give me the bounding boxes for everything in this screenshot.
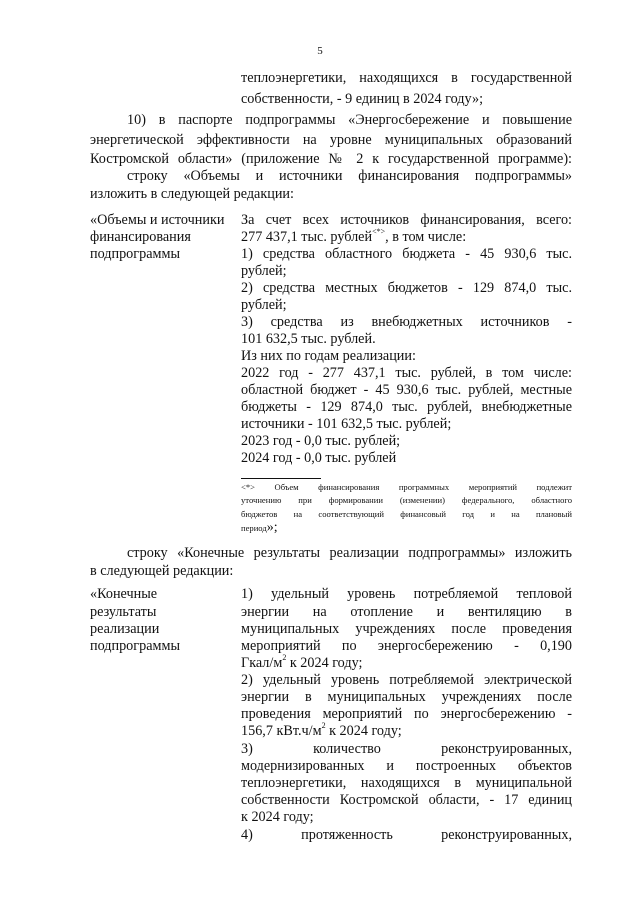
footnote: [241, 481, 572, 536]
text-line: энергетической эффективности на уровне муниципальных образований: [90, 132, 572, 148]
table-right-line: источники - 101 632,5 тыс. рублей;: [241, 416, 452, 432]
table-right-line: 3) количество реконструированных,: [241, 741, 572, 757]
table-right-line: муниципальных учреждениях после проведения: [241, 621, 572, 637]
table-right-line: к 2024 году;: [241, 809, 314, 825]
table-right-line: 1) удельный уровень потребляемой тепловой: [241, 586, 572, 602]
table-right-line: 277 437,1 тыс. рублей<*>, в том числе:: [241, 227, 467, 245]
table-right-line: 3) средства из внебюджетных источников -: [241, 314, 572, 330]
table-left-cell: «Конечные: [90, 586, 158, 602]
table-right-line: 1) средства областного бюджета - 45 930,6 тыс.: [241, 246, 572, 262]
page-number: 5: [317, 45, 323, 57]
footnote-line: уточнению при формировании (изменении) федерального, областного: [241, 495, 572, 506]
table-right-line: Гкал/$м^2$ к 2024 году;: [241, 653, 363, 671]
table-right-line: 4) протяженность реконструированных,: [241, 827, 572, 843]
text-line: Костромской области» (приложение № 2 к государственной программе):: [90, 151, 572, 167]
table-right-line: 2024 год - 0,0 тыс. рублей: [241, 450, 397, 466]
text-line: собственности, - 9 единиц в 2024 году»;: [241, 91, 484, 107]
text-line: строку «Объемы и источники финансирования подпрограммы»: [127, 168, 572, 184]
table-left-cell: «Объемы и источники: [90, 212, 225, 228]
table-left-cell: подпрограммы: [90, 246, 180, 262]
table-left-cell: реализации: [90, 621, 160, 637]
text-line: строку «Конечные результаты реализации подпрограммы» изложить: [127, 545, 572, 561]
table-left-cell: результаты: [90, 604, 157, 620]
footnote-line: <*> Объем финансирования программных мероприятий подлежит: [241, 482, 572, 492]
table-right-line: модернизированных и построенных объектов: [241, 758, 572, 774]
footnote-line: период»;: [241, 520, 278, 536]
table-right-line: 156,7 $кВт.ч/м^2$ к 2024 году;: [241, 721, 402, 739]
table-right-line: теплоэнергетики, находящихся в муниципальной: [241, 775, 572, 791]
table-right-line: 101 632,5 тыс. рублей.: [241, 331, 376, 347]
table-right-line: рублей;: [241, 263, 287, 279]
table-right-line: рублей;: [241, 297, 287, 313]
table-right-line: 2022 год - 277 437,1 тыс. рублей, в том числе:: [241, 365, 572, 381]
text-line: теплоэнергетики, находящихся в государственной: [241, 70, 572, 86]
table-right-line: энергии в муниципальных учреждениях после: [241, 689, 572, 705]
table-right-line: 2) средства местных бюджетов - 129 874,0 тыс.: [241, 280, 572, 296]
table-right-line: бюджеты - 129 874,0 тыс. рублей, внебюджетные: [241, 399, 572, 415]
table-right-line: энергии на отопление и вентиляцию в: [241, 604, 572, 620]
table-right-line: мероприятий по энергосбережению - 0,190: [241, 638, 572, 654]
footnote-line: бюджетов на соответствующий финансовый год и на плановый: [241, 508, 572, 519]
text-line: 10) в паспорте подпрограммы «Энергосбережение и повышение: [127, 112, 572, 128]
table-right-line: областной бюджет - 45 930,6 тыс. рублей, местные: [241, 382, 572, 398]
footnote-marker: <*>: [372, 227, 386, 237]
table-left-cell: подпрограммы: [90, 638, 180, 654]
table-right-line: собственности Костромской области, - 17 единиц: [241, 792, 572, 808]
table-right-line: За счет всех источников финансирования, всего:: [241, 212, 572, 228]
table-left-cell: финансирования: [90, 229, 191, 245]
table-right-line: проведения мероприятий по энергосбережению -: [241, 706, 572, 722]
footnote-rule: [241, 478, 321, 479]
table-right-line: 2) удельный уровень потребляемой электрической: [241, 672, 572, 688]
text-line: изложить в следующей редакции:: [90, 186, 294, 202]
text-line: в следующей редакции:: [90, 563, 234, 579]
table-right-line: 2023 год - 0,0 тыс. рублей;: [241, 433, 401, 449]
table-right-line: Из них по годам реализации:: [241, 348, 416, 364]
